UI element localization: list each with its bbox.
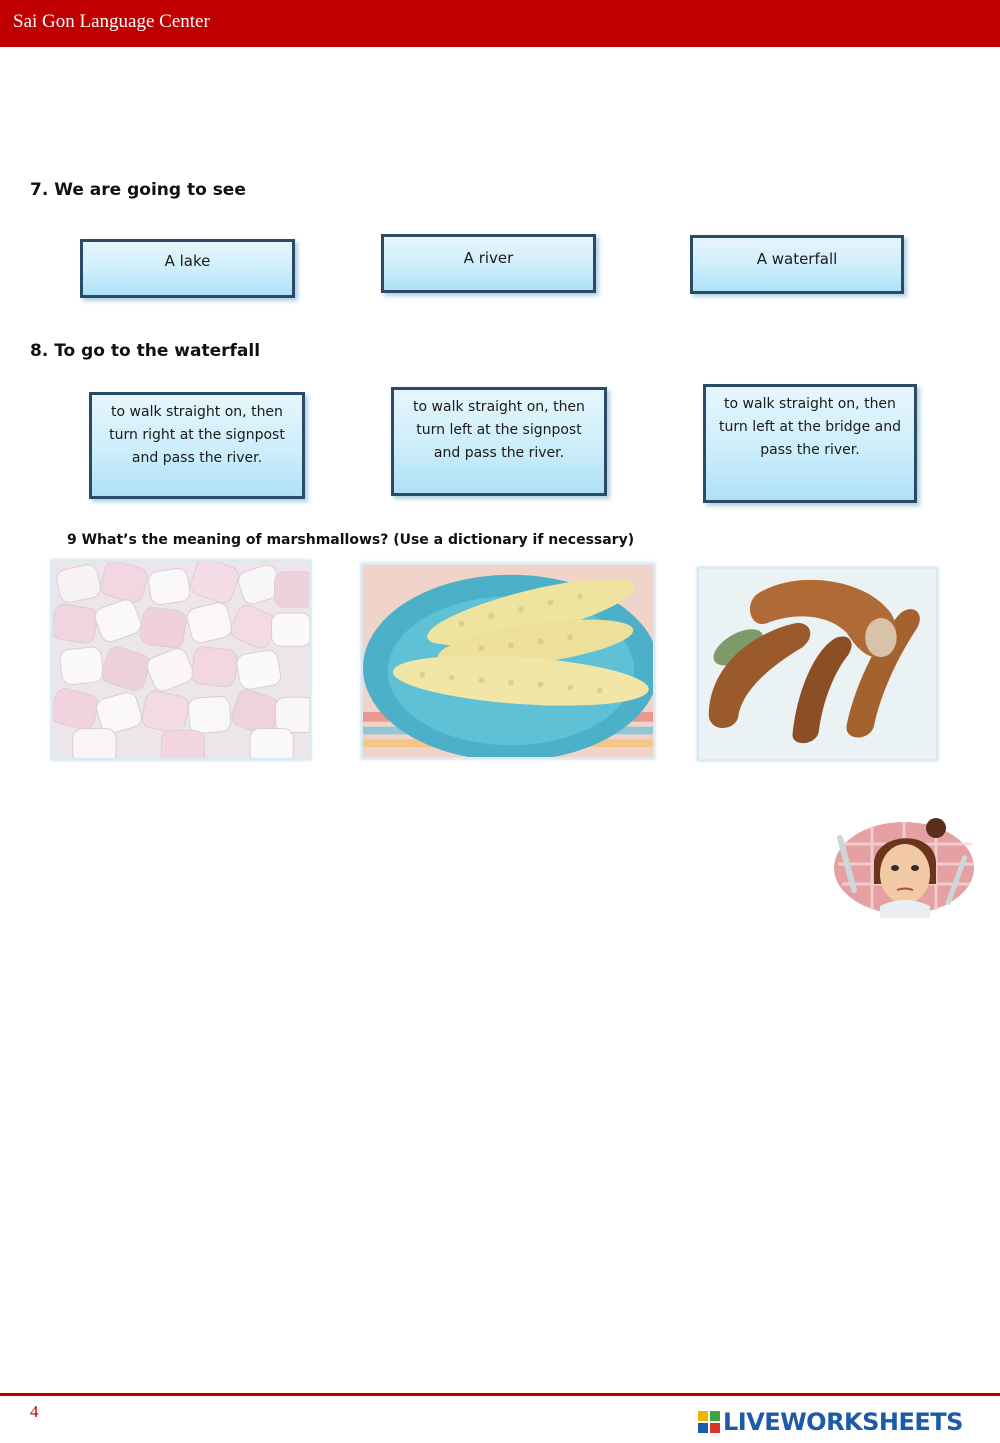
page-number: 4	[30, 1402, 39, 1421]
question-7-title: 7. We are going to see	[30, 180, 246, 200]
q8-option-right-signpost[interactable]	[89, 392, 305, 499]
q8-option-left-signpost[interactable]	[391, 387, 607, 496]
liveworksheets-brand[interactable]	[698, 1408, 963, 1436]
q8-option-label: to walk straight on, then turn left at the signpost and pass the river.	[413, 399, 585, 461]
chef-avatar-icon	[832, 814, 980, 918]
marshmallows-image[interactable]	[51, 560, 311, 760]
q7-option-waterfall[interactable]	[690, 235, 904, 294]
footer-divider	[0, 1393, 1000, 1396]
header-bar	[0, 0, 1000, 47]
q7-option-lake[interactable]	[80, 239, 295, 298]
q8-option-label: to walk straight on, then turn left at the bridge and pass the river.	[719, 396, 901, 458]
sausages-illustration	[699, 569, 936, 759]
q7-option-label: A lake	[164, 252, 211, 270]
liveworksheets-logo-icon	[698, 1411, 720, 1433]
corn-illustration	[363, 565, 653, 757]
marshmallows-illustration	[53, 562, 309, 758]
brand-name: LIVEWORKSHEETS	[723, 1408, 963, 1436]
q7-option-river[interactable]	[381, 234, 596, 293]
question-9-title: 9 What’s the meaning of marshmallows? (Use a dictionary if necessary)	[67, 532, 635, 548]
question-8-title: 8. To go to the waterfall	[30, 341, 261, 361]
q7-option-label: A river	[463, 249, 514, 267]
q8-option-label: to walk straight on, then turn right at the signpost and pass the river.	[109, 404, 285, 466]
sausages-image[interactable]	[697, 567, 938, 761]
q8-option-left-bridge[interactable]	[703, 384, 917, 503]
q7-option-label: A waterfall	[756, 250, 838, 268]
header-title: Sai Gon Language Center	[13, 11, 210, 32]
corn-image[interactable]	[361, 563, 655, 759]
